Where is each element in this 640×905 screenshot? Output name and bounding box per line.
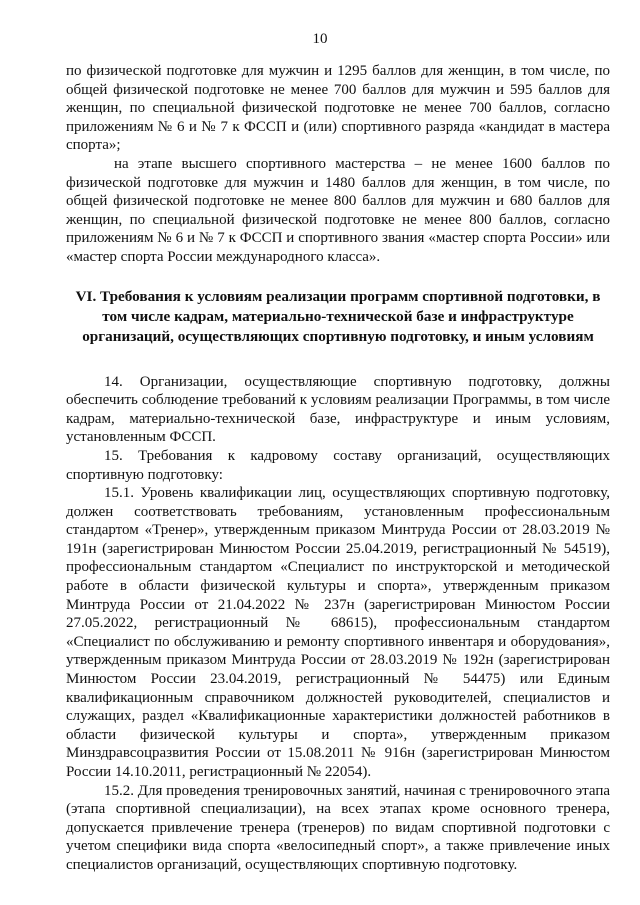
spacer [66,267,610,287]
paragraph-continuation: по физической подготовке для мужчин и 1295 баллов для женщин, в том числе, по общей физической подготовке не менее 700 баллов для мужчин и 595 баллов для женщин, по специальной физической подготовке не менее 700 баллов, согласно приложениям № 6 и № 7 к ФССП и (или) спортивного разряда «кандидат в мастера спорта»; [66,63,610,154]
paragraph-highest-stage: на этапе высшего спортивного мастерства – не менее 1600 баллов по физической подготовке для мужчин и 1480 баллов для женщин, в том числе, по общей физической подготовке не менее 800 баллов для мужчин и 680 баллов для женщин, по специальной физической подготовке не менее 800 баллов, согласно приложениям № 6 и № 7 к ФССП и спортивного звания «мастер спорта России» или «мастер спорта России международного класса». [66,155,610,265]
section-heading: VI. Требования к условиям реализации программ спортивной подготовки, в том числе кадрам, материально-технической базе и инфраструктуре организаций, осуществляющих спортивную подготовку, и иным условиям [75,287,601,345]
spacer [66,347,610,373]
document-body [66,62,610,875]
paragraph-15-2: 15.2. Для проведения тренировочных занятий, начиная с тренировочного этапа (этапа спортивной специализации), на всех этапах кроме основного тренера, допускается привлечение тренера (тренеров) по видам спортивной подготовки с учетом специфики вида спорта «велосипедный спорт», а также привлечение иных специалистов организаций, осуществляющих спортивную подготовку. [66,782,611,873]
page-number: 10 [312,31,328,47]
paragraph-14: 14. Организации, осуществляющие спортивную подготовку, должны обеспечить соблюдение требований к условиям реализации Программы, в том числе кадрам, материально-технической базе, инфраструктуре и иным условиям, установленным ФССП. [66,373,610,446]
paragraph-15: 15. Требования к кадровому составу организаций, осуществляющих спортивную подготовку: [66,447,610,483]
paragraph-15-1: 15.1. Уровень квалификации лиц, осуществляющих спортивную подготовку, должен соответствовать требованиям, установленным профессиональным стандартом «Тренер», утвержденным приказом Минтруда России от 28.03.2019 № 191н (зарегистрирован Минюстом России 25.04.2019, регистрационный № 54519), профессиональным стандартом «Специалист по инструкторской и методической работе в области физической культуры и спорта», утвержденным приказом Минтруда России от 21.04.2022 № 237н (зарегистрирован Минюстом России 27.05.2022, регистрационный № 68615), профессиональным стандартом «Специалист по обслуживанию и ремонту спортивного инвентаря и оборудования», утвержденным приказом Минтруда России от 28.03.2019 № 192н (зарегистрирован Минюстом России 23.04.2019, регистрационный № 54475) или Единым квалификационным справочником должностей руководителей, специалистов и служащих, раздел «Квалификационные характеристики должностей работников в области физической культуры и спорта», утвержденным приказом Минздравсоцразвития России от 15.08.2011 № 916н (зарегистрирован Минюстом России 14.10.2011, регистрационный № 22054). [66,485,610,780]
